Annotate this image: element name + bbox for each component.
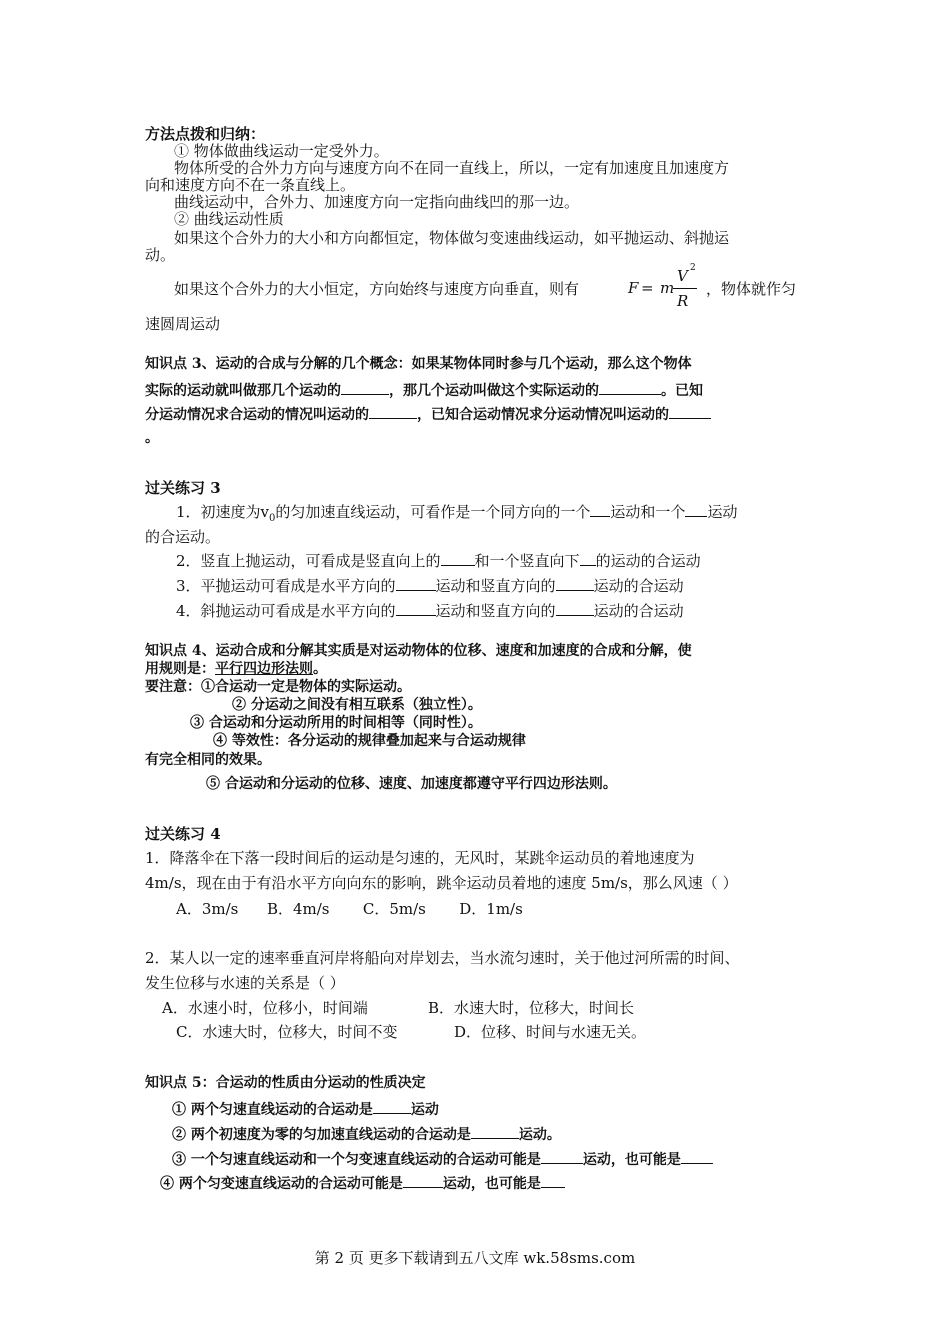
blank bbox=[590, 502, 610, 517]
kp5-text-3a: ③ 一个匀速直线运动和一个匀变速直线运动的合运动可能是 bbox=[172, 1152, 541, 1168]
ex3-q2 bbox=[176, 551, 701, 571]
ex3-q1 bbox=[176, 502, 737, 529]
ex3-q1-text-a: 1．初速度为 bbox=[176, 503, 261, 521]
kp5-line-2 bbox=[172, 1124, 561, 1145]
kp4-line-7: 有完全相同的效果。 bbox=[145, 752, 271, 768]
kp3-line-1: 知识点 3、运动的合成与分解的几个概念：如果某物体同时参与几个运动，那么这个物体 bbox=[145, 356, 692, 372]
method-line-3: 曲线运动中，合外力、加速度方向一定指向曲线凹的那一边。 bbox=[174, 193, 580, 211]
kp3-text-3b: ，已知合运动情况求分运动情况叫运动的 bbox=[417, 407, 669, 423]
ex4-q2-option-b: B．水速大时，位移大，时间长 bbox=[428, 999, 635, 1017]
ex3-q1-cont: 的合运动。 bbox=[145, 528, 221, 546]
ex3-title: 过关练习 3 bbox=[145, 479, 221, 497]
kp4-line-6: ④ 等效性：各分运动的规律叠加起来与合运动规律 bbox=[213, 733, 526, 749]
ex3-q1-text-b: 的匀加速直线运动，可看作是一个同方向的一个 bbox=[275, 503, 591, 521]
blank bbox=[396, 601, 436, 616]
method-line-6c: 速圆周运动 bbox=[145, 315, 221, 333]
ex4-title: 过关练习 4 bbox=[145, 825, 221, 843]
blank bbox=[556, 601, 594, 616]
kp3-line-4: 。 bbox=[145, 430, 159, 446]
kp4-line-5: ③ 合运动和分运动所用的时间相等（同时性）。 bbox=[190, 715, 482, 731]
blank bbox=[556, 576, 594, 591]
ex3-q2-text-c: 的运动的合运动 bbox=[595, 552, 701, 570]
ex4-q1-options: A．3m/s B．4m/s C．5m/s D．1m/s bbox=[176, 900, 523, 918]
method-line-2b: 向和速度方向不在一条直线上。 bbox=[145, 176, 356, 194]
method-line-4: ② 曲线运动性质 bbox=[174, 210, 284, 228]
kp4-rule: 平行四边形法则 bbox=[215, 661, 313, 677]
blank bbox=[685, 502, 707, 517]
blank bbox=[541, 1173, 565, 1188]
blank bbox=[669, 404, 711, 419]
formula-square: 2 bbox=[690, 263, 696, 273]
kp5-line-3 bbox=[172, 1149, 713, 1170]
ex4-q2-b: 发生位移与水速的关系是（ ） bbox=[145, 974, 345, 992]
kp4-line-1: 知识点 4、运动合成和分解其实质是对运动物体的位移、速度和加速度的合成和分解，使 bbox=[145, 643, 692, 659]
ex4-q1-b: 4m/s，现在由于有沿水平方向向东的影响，跳伞运动员着地的速度 5m/s，那么风速（ ） bbox=[145, 874, 738, 892]
ex3-q4 bbox=[176, 601, 684, 621]
formula-v: V bbox=[677, 267, 688, 285]
ex3-q1-sub: 0 bbox=[269, 513, 276, 524]
method-line-6b: ，物体就作匀 bbox=[706, 280, 797, 298]
kp5-text-2b: 运动。 bbox=[518, 1127, 561, 1143]
ex3-q3-text-a: 3．平抛运动可看成是水平方向的 bbox=[176, 577, 396, 595]
kp3-text-2c: 。已知 bbox=[661, 383, 703, 399]
ex4-q2-option-a: A．水速小时，位移小，时间端 bbox=[162, 999, 368, 1017]
formula-f: F bbox=[628, 279, 639, 297]
kp5-text-3b: 运动，也可能是 bbox=[582, 1152, 681, 1168]
kp3-line-2 bbox=[145, 380, 703, 401]
kp4-text-2c: 。 bbox=[313, 661, 327, 677]
formula-m: m bbox=[660, 279, 675, 297]
ex4-q1-a: 1．降落伞在下落一段时间后的运动是匀速的，无风时，某跳伞运动员的着地速度为 bbox=[145, 849, 695, 867]
blank bbox=[403, 1173, 443, 1188]
kp3-text-2b: ，那几个运动叫做这个实际运动的 bbox=[389, 383, 599, 399]
kp5-text-1b: 运动 bbox=[410, 1102, 439, 1118]
ex3-q4-text-a: 4．斜抛运动可看成是水平方向的 bbox=[176, 602, 396, 620]
kp5-title: 知识点 5：合运动的性质由分运动的性质决定 bbox=[145, 1075, 426, 1091]
blank bbox=[541, 1149, 583, 1164]
kp5-line-1 bbox=[172, 1099, 439, 1120]
ex3-q1-v: v bbox=[260, 503, 270, 521]
ex3-q2-text-b: 和一个竖直向下 bbox=[474, 552, 580, 570]
blank bbox=[681, 1149, 713, 1164]
method-line-2a: 物体所受的合外力方向与速度方向不在同一直线上，所以，一定有加速度且加速度方 bbox=[174, 159, 730, 177]
blank bbox=[580, 551, 596, 566]
page-footer: 第 2 页 更多下载请到五八文库 wk.58sms.com bbox=[314, 1249, 636, 1267]
ex4-q2-a: 2．某人以一定的速率垂直河岸将船向对岸划去，当水流匀速时，关于他过河所需的时间、 bbox=[145, 949, 740, 967]
blank bbox=[373, 1099, 411, 1114]
centripetal-formula bbox=[628, 263, 704, 317]
ex3-q3-text-b: 运动和竖直方向的 bbox=[435, 577, 556, 595]
blank bbox=[396, 576, 436, 591]
ex3-q1-text-d: 运动 bbox=[707, 503, 738, 521]
formula-r: R bbox=[677, 292, 689, 310]
kp3-line-3 bbox=[145, 404, 711, 425]
kp5-text-1a: ① 两个匀速直线运动的合运动是 bbox=[172, 1102, 373, 1118]
kp4-text-2a: 用规则是： bbox=[145, 661, 215, 677]
method-line-1: ① 物体做曲线运动一定受外力。 bbox=[174, 142, 389, 160]
kp5-text-4b: 运动，也可能是 bbox=[442, 1176, 541, 1192]
ex4-q2-option-c: C．水速大时，位移大，时间不变 bbox=[176, 1023, 398, 1041]
blank bbox=[441, 551, 475, 566]
ex3-q3-text-c: 运动的合运动 bbox=[593, 577, 684, 595]
kp3-text-3a: 分运动情况求合运动的情况叫运动的 bbox=[145, 407, 369, 423]
method-line-5a: 如果这个合外力的大小和方向都恒定，物体做匀变速曲线运动，如平抛运动、斜抛运 bbox=[174, 229, 730, 247]
blank bbox=[369, 404, 417, 419]
ex3-q3 bbox=[176, 576, 684, 596]
blank bbox=[341, 380, 389, 395]
kp4-line-3: 要注意：①合运动一定是物体的实际运动。 bbox=[145, 679, 411, 695]
ex3-q4-text-b: 运动和竖直方向的 bbox=[435, 602, 556, 620]
kp3-text-2a: 实际的运动就叫做那几个运动的 bbox=[145, 383, 341, 399]
blank bbox=[599, 380, 661, 395]
ex3-q1-text-c: 运动和一个 bbox=[610, 503, 686, 521]
method-title: 方法点拨和归纳： bbox=[145, 125, 266, 143]
kp4-line-4: ② 分运动之间没有相互联系（独立性）。 bbox=[232, 697, 482, 713]
kp4-line-2 bbox=[145, 659, 327, 679]
ex4-q2-option-d: D．位移、时间与水速无关。 bbox=[454, 1023, 647, 1041]
kp4-line-8: ⑤ 合运动和分运动的位移、速度、加速度都遵守平行四边形法则。 bbox=[206, 776, 617, 792]
kp5-text-2a: ② 两个初速度为零的匀加速直线运动的合运动是 bbox=[172, 1127, 471, 1143]
ex3-q2-text-a: 2．竖直上抛运动，可看成是竖直向上的 bbox=[176, 552, 441, 570]
method-line-5b: 动。 bbox=[145, 246, 176, 264]
method-line-6a: 如果这个合外力的大小恒定，方向始终与速度方向垂直，则有 bbox=[174, 280, 580, 298]
kp5-line-4 bbox=[160, 1173, 565, 1194]
blank bbox=[471, 1124, 519, 1139]
ex3-q4-text-c: 运动的合运动 bbox=[593, 602, 684, 620]
fraction-bar bbox=[673, 288, 697, 289]
formula-eq: = bbox=[641, 279, 654, 297]
kp5-text-4a: ④ 两个匀变速直线运动的合运动可能是 bbox=[160, 1176, 403, 1192]
